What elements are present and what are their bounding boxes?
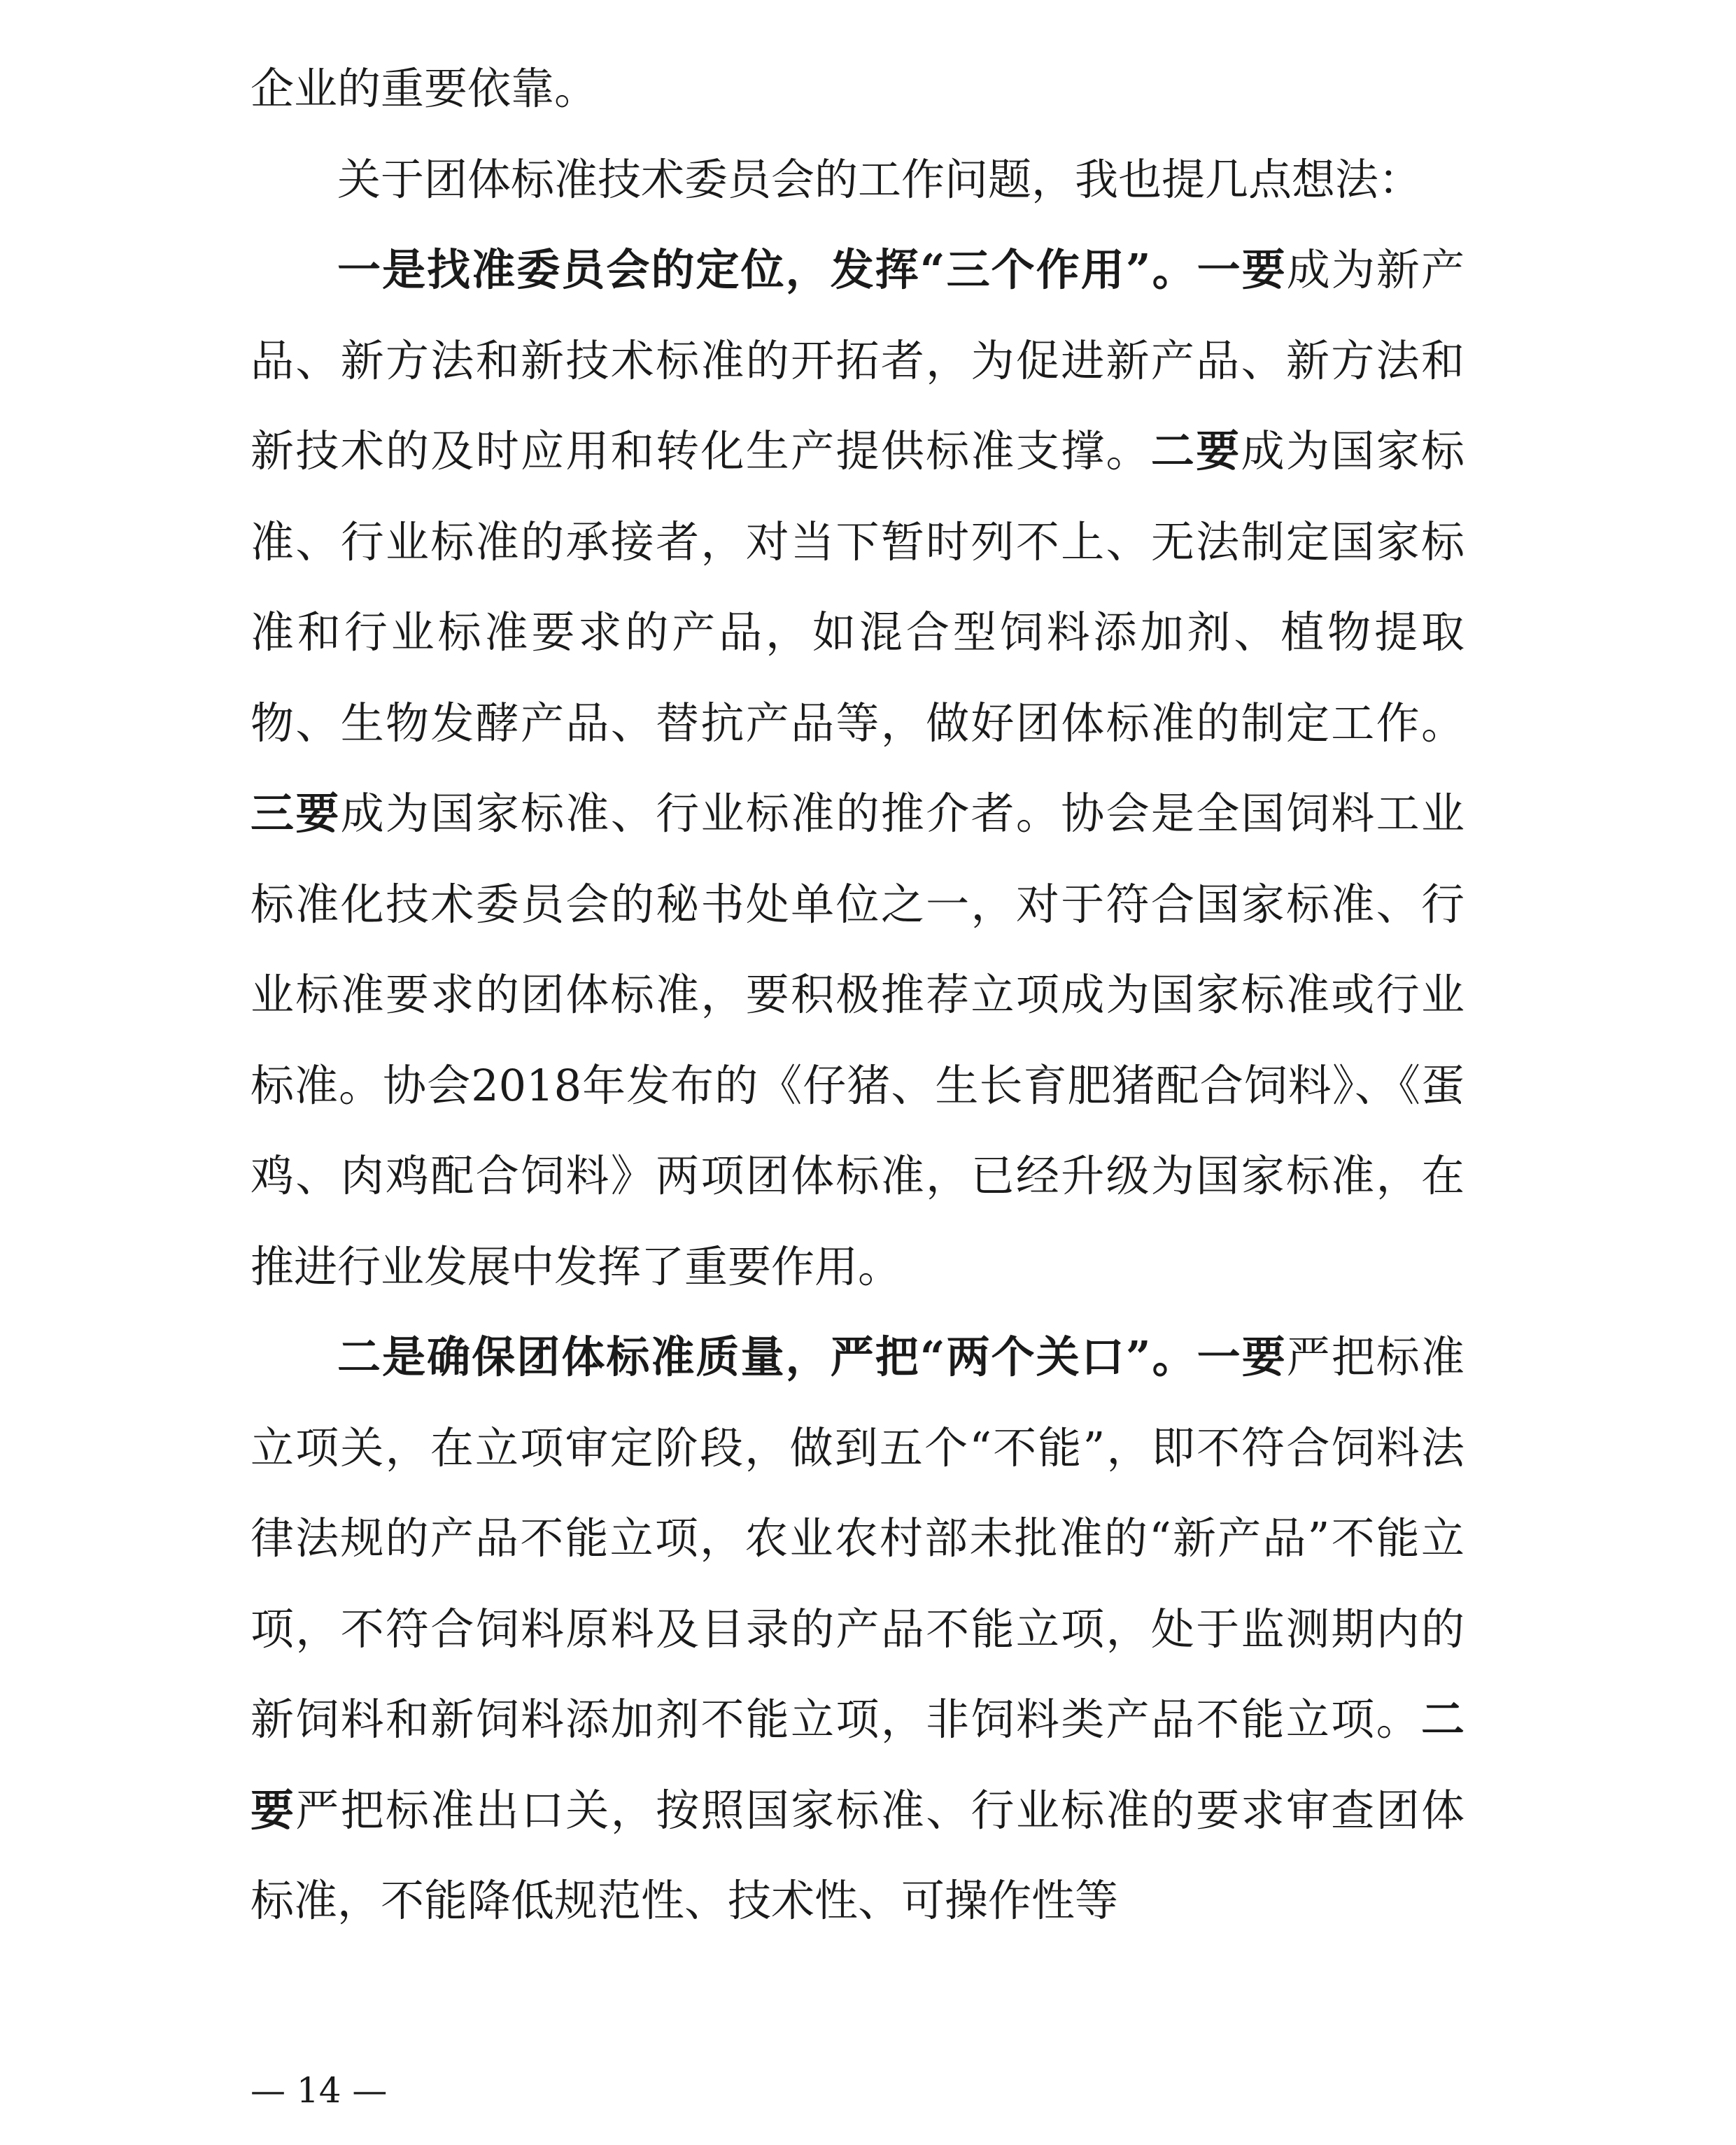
bold-marker: 二要: [1150, 425, 1241, 476]
paragraph-intro: [250, 134, 1465, 225]
paragraph-continuation: [250, 43, 1465, 134]
text-run: 严把标准立项关，在立项审定阶段，做到五个“不能”，即不符合饲料法律法规的产品不能立项，农业农村部未批准的“新产品”不能立项，不符合饲料原料及目录的产品不能立项，处于监测期内的新饲料和新饲料添加剂不能立项，非饲料类产品不能立项。: [250, 1331, 1465, 1745]
text-run: 企业的重要依靠。: [250, 63, 598, 114]
page-number: — 14 —: [250, 2070, 388, 2111]
bold-heading: 二是确保团体标准质量，严把“两个关口”。一要: [337, 1331, 1287, 1382]
text-run: 成为新产品、新方法和新技术标准的开拓者，为促进新产品、新方法和新技术的及时应用和转化生产提供标准支撑。: [250, 244, 1465, 476]
text-run: 成为国家标准、行业标准的推介者。协会是全国饲料工业标准化技术委员会的秘书处单位之一，对于符合国家标准、行业标准要求的团体标准，要积极推荐立项成为国家标准或行业标准。协会2018年发布的《仔猪、生长育肥猪配合饲料》、《蛋鸡、肉鸡配合饲料》两项团体标准，已经升级为国家标准，在推进行业发展中发挥了重要作用。: [250, 788, 1465, 1292]
body-text: [250, 43, 1465, 1946]
text-run: 严把标准出口关，按照国家标准、行业标准的要求审查团体标准，不能降低规范性、技术性、可操作性等: [250, 1784, 1465, 1926]
text-run: 关于团体标准技术委员会的工作问题，我也提几点想法：: [337, 153, 1423, 205]
text-run: 成为国家标准、行业标准的承接者，对当下暂时列不上、无法制定国家标准和行业标准要求的产品，如混合型饲料添加剂、植物提取物、生物发酵产品、替抗产品等，做好团体标准的制定工作。: [250, 425, 1465, 749]
paragraph-point-two: [250, 1312, 1465, 1946]
bold-heading: 一是找准委员会的定位，发挥“三个作用”。一要: [337, 244, 1287, 295]
bold-marker: 三要: [250, 788, 341, 839]
bold-marker: 二要: [250, 1694, 1465, 1836]
paragraph-point-one: [250, 225, 1465, 1312]
